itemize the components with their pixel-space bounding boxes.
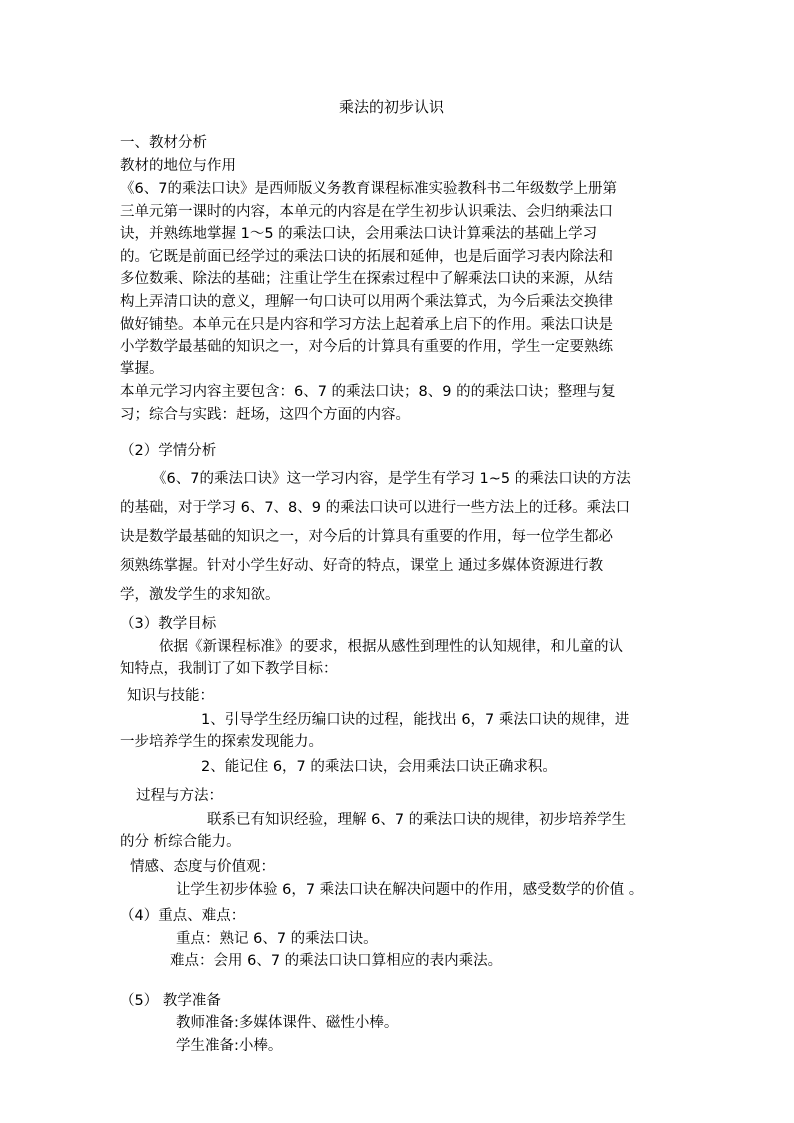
section1-subheading: 教材的地位与作用 bbox=[120, 158, 236, 174]
paragraph-line: 联系已有知识经验，理解 6、7 的乘法口诀的规律，初步培养学生 bbox=[207, 812, 627, 828]
paragraph-line: 做好铺垫。本单元在只是内容和学习方法上起着承上启下的作用。乘法口诀是 bbox=[120, 317, 613, 333]
paragraph-line: 三单元第一课时的内容，本单元的内容是在学生初步认识乘法、会归纳乘法口 bbox=[120, 204, 613, 220]
paragraph-line: 2、能记住 6，7 的乘法口诀，会用乘法口诀正确求积。 bbox=[201, 759, 557, 775]
paragraph-line: 本单元学习内容主要包含：6、7 的乘法口诀；8、9 的的乘法口诀；整理与复 bbox=[120, 384, 616, 400]
paragraph-line: 让学生初步体验 6，7 乘法口诀在解决问题中的作用，感受数学的价值 。 bbox=[176, 882, 644, 898]
section4-heading: （4）重点、难点： bbox=[120, 908, 246, 924]
difficulty: 难点：会用 6、7 的乘法口诀口算相应的表内乘法。 bbox=[170, 953, 503, 969]
student-preparation: 学生准备:小棒。 bbox=[176, 1038, 283, 1054]
paragraph-line: 《6、7的乘法口诀》是西师版义务教育课程标准实验教科书二年级数学上册第 bbox=[120, 181, 617, 197]
paragraph-line: 小学数学最基础的知识之一，对今后的计算具有重要的作用，学生一定要熟练 bbox=[120, 339, 613, 355]
paragraph-line: 的分 析综合能力。 bbox=[120, 834, 241, 850]
paragraph-line: 依据《新课程标准》的要求，根据从感性到理性的认知规律，和儿童的认 bbox=[159, 639, 623, 655]
knowledge-label: 知识与技能： bbox=[127, 688, 214, 704]
paragraph-line: 诀是数学最基础的知识之一，对今后的计算具有重要的作用，每一位学生都必 bbox=[120, 529, 613, 545]
section3-heading: （3）教学目标 bbox=[120, 616, 217, 632]
section2-heading: （2）学情分析 bbox=[120, 443, 217, 459]
section1-heading: 一、教材分析 bbox=[120, 135, 207, 151]
document-title: 乘法的初步认识 bbox=[339, 98, 445, 116]
section5-heading: （5） 教学准备 bbox=[120, 993, 221, 1009]
paragraph-line: 多位数乘、除法的基础；注重让学生在探索过程中了解乘法口诀的来源，从结 bbox=[120, 271, 613, 287]
paragraph-line: 一步培养学生的探索发现能力。 bbox=[120, 734, 323, 750]
paragraph-line: 知特点，我制订了如下教学目标： bbox=[120, 661, 338, 677]
paragraph-line: 的。它既是前面已经学过的乘法口诀的拓展和延伸，也是后面学习表内除法和 bbox=[120, 249, 613, 265]
paragraph-line: 构上弄清口诀的意义，理解一句口诀可以用两个乘法算式，为今后乘法交换律 bbox=[120, 294, 613, 310]
paragraph-line: 《6、7的乘法口诀》这一学习内容，是学生有学习 1~5 的乘法口诀的方法 bbox=[152, 471, 631, 487]
process-label: 过程与方法： bbox=[136, 788, 223, 804]
paragraph-line: 1、引导学生经历编口诀的过程，能找出 6，7 乘法口诀的规律，进 bbox=[201, 712, 630, 728]
teacher-preparation: 教师准备:多媒体课件、磁性小棒。 bbox=[176, 1015, 399, 1031]
key-point: 重点：熟记 6、7 的乘法口诀。 bbox=[176, 931, 378, 947]
paragraph-line: 习；综合与实践：赶场，这四个方面的内容。 bbox=[120, 407, 410, 423]
paragraph-line: 掌握。 bbox=[120, 361, 164, 377]
emotion-label: 情感、态度与价值观： bbox=[130, 859, 275, 875]
paragraph-line: 的基础，对于学习 6、7、8、9 的乘法口诀可以进行一些方法上的迁移。乘法口 bbox=[120, 500, 631, 516]
paragraph-line: 学，激发学生的求知欲。 bbox=[120, 587, 280, 603]
paragraph-line: 须熟练掌握。针对小学生好动、好奇的特点，课堂上 通过多媒体资源进行教 bbox=[120, 558, 604, 574]
paragraph-line: 诀，并熟练地掌握 1～5 的乘法口诀，会用乘法口诀计算乘法的基础上学习 bbox=[120, 226, 598, 242]
